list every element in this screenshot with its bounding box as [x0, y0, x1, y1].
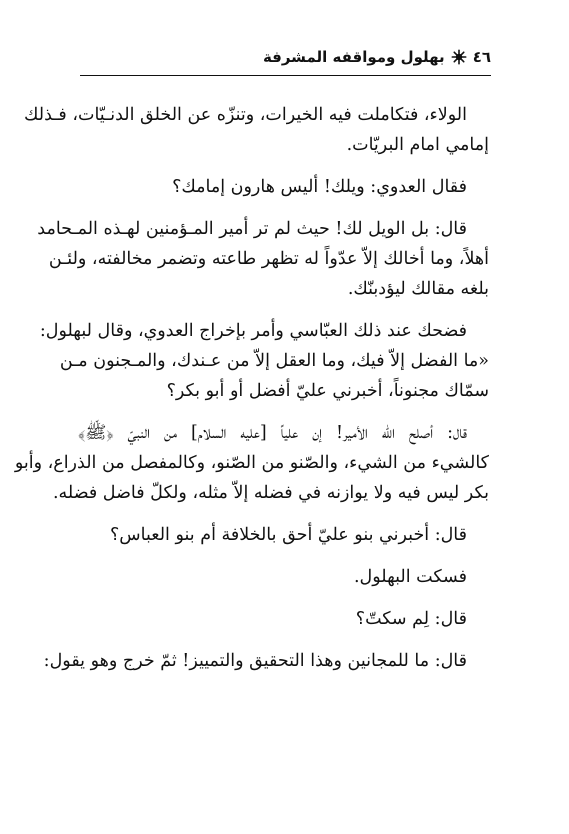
text-line: كالشيء من الشيء، والصّنو من الصّنو، وكالمفصل من الذراع، وأبو [14, 453, 489, 473]
text-line: سمّاك مجنوناً، أخبرني عليّ أفضل أو أبو بكر؟ [166, 381, 489, 401]
asterisk-ornament-icon [451, 49, 467, 65]
page-number: ٤٦ [472, 48, 491, 66]
paragraph [39, 316, 489, 406]
running-header [80, 44, 491, 70]
text-line: قال: أصلح الله الأمير! إن علياً [عليه السلام] من النبيّ ﴿ﷺ﴾ [78, 423, 467, 443]
header-rule [80, 75, 491, 76]
text-line: بلغه مقالك ليؤدبنّك. [347, 279, 489, 299]
running-title: بهلول ومواقفه المشرفة [262, 48, 445, 66]
text-line: فسكت البهلول. [353, 567, 467, 587]
text-line: فضحك عند ذلك العبّاسي وأمر بإخراج العدوي، وقال لبهلول: [39, 321, 467, 341]
paragraph [78, 520, 489, 550]
text-line: الولاء، فتكاملت فيه الخيرات، وتنزّه عن الخلق الدنـيّات، فـذلك [24, 105, 467, 125]
text-line: إمامي امام البريّات. [346, 135, 489, 155]
text-line: أهلاً، وما أخالك إلاّ عدّواً له تظهر طاعته وتضمر مخالفته، ولئـن [48, 249, 489, 269]
text-line: قال: بل الويل لك! حيث لم تر أمير المـؤمنين لهـذه المـحامد [37, 219, 467, 239]
text-line: قال: أخبرني بنو عليّ أحق بالخلافة أم بنو العباس؟ [110, 525, 467, 545]
text-line: قال: ما للمجانين وهذا التحقيق والتمييز! ثمّ خرج وهو يقول: [43, 651, 467, 671]
text-line: قال: لِم سكتّ؟ [355, 609, 467, 629]
paragraph [43, 646, 489, 676]
paragraph [78, 604, 489, 634]
paragraph [14, 418, 489, 508]
paragraph [24, 100, 489, 160]
text-line: فقال العدوي: ويلك! أليس هارون إمامك؟ [172, 177, 467, 197]
paragraph [78, 562, 489, 592]
paragraph [37, 214, 489, 304]
text-line: «ما الفضل إلاّ فيك، وما العقل إلاّ من عـندك، والمـجنون مـن [59, 351, 489, 371]
body-text [14, 100, 489, 688]
paragraph [78, 172, 489, 202]
text-line: بكر ليس فيه ولا يوازنه في فضله إلاّ مثله، ولكلّ فاضل فضله. [52, 483, 489, 503]
